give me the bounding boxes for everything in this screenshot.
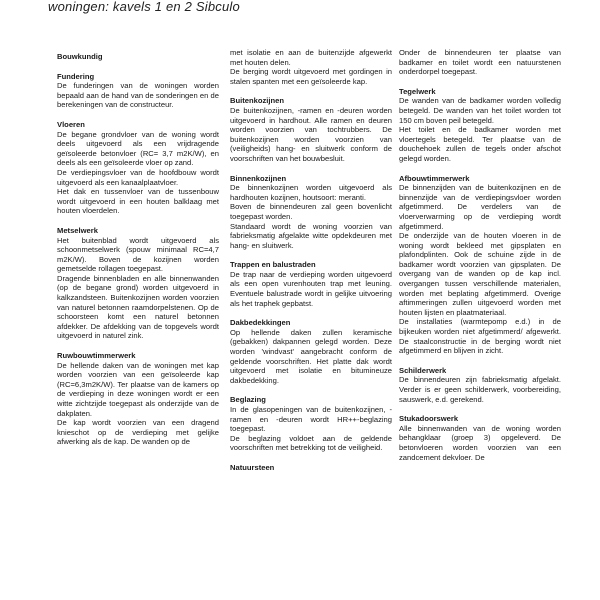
section-heading: Fundering <box>57 71 95 81</box>
section-continued <box>230 48 392 86</box>
section-heading: Metselwerk <box>57 225 98 235</box>
section-dakbedekkingen <box>230 318 392 385</box>
section-continued <box>399 48 561 77</box>
section-paragraph: De installaties (warmtepomp e.d.) in de bijkeuken worden niet afgetimmerd/ afgewerkt. De staalconstructie in de berging wordt niet afgetimmerd en blijven in zicht. <box>399 317 561 356</box>
section-paragraph: Het dak en tussenvloer van de tussenbouw wordt uitgevoerd in een houten balklaag met houten vloerdelen. <box>57 187 219 216</box>
section-paragraph: De hellende daken van de woningen met kap worden voorzien van een geïsoleerde kap (RC=6,3m2K/W). Ter plaatse van de kamers op de verdieping in deze woningen wordt er een witte zichtzijde toegepast als onderzijde van de dakplaten. <box>57 360 219 418</box>
section-paragraph: De wanden van de badkamer worden volledig betegeld. De wanden van het toilet worden tot 150 cm boven peil betegeld. <box>399 96 561 125</box>
section-heading: Beglazing <box>230 395 266 405</box>
section-heading: Buitenkozijnen <box>230 96 285 106</box>
section-paragraph: In de glasopeningen van de buitenkozijnen, -ramen en -deuren wordt HR++-beglazing toegepast. <box>230 405 392 434</box>
section-heading: Vloeren <box>57 119 85 129</box>
column-2 <box>230 48 392 483</box>
section-stukadoorswerk <box>399 414 561 462</box>
section-paragraph: De verdiepingsvloer van de hoofdbouw wordt uitgevoerd als een kanaalplaatvloer. <box>57 167 219 187</box>
section-paragraph: De begane grondvloer van de woning wordt deels uitgevoerd als een vrijdragende geïsoleerde betonvloer (RC= 3,7 m2K/W), en deels als een geïsoleerde vloer op zand. <box>57 129 219 168</box>
section-paragraph: De buitenkozijnen, -ramen en -deuren worden uitgevoerd in hardhout. Alle ramen en deuren worden voorzien van tochtrubbers. De buitenkozijnen worden voorzien van (veiligheids) hang- en sluitwerk conform de voorschriften van het bouwbesluit. <box>230 105 392 163</box>
section-paragraph: Op hellende daken zullen keramische (gebakken) dakpannen gelegd worden. Deze worden 'windvast' aangebracht conform de geldende voorschriften. Het platte dak wordt uitgevoerd met isolatie en bitumineuze dakbedekking. <box>230 327 392 385</box>
section-heading: Tegelwerk <box>399 86 436 96</box>
section-buitenkozijnen <box>230 96 392 163</box>
section-heading: Ruwbouwtimmerwerk <box>57 351 136 361</box>
document-title: woningen: kavels 1 en 2 Sibculo <box>48 0 240 14</box>
section-paragraph: De binnendeuren zijn fabrieksmatig afgelakt. Verder is er geen schilderwerk, voorbereiding, sauswerk, e.d. gerekend. <box>399 375 561 404</box>
section-paragraph: De funderingen van de woningen worden bepaald aan de hand van de sonderingen en de berekeningen van de constructeur. <box>57 81 219 110</box>
section-paragraph: De binnenzijden van de buitenkozijnen en de binnenzijde van de verdiepingsvloer worden afgetimmerd. De verdelers van de vloerverwarming op de verdieping wordt afgetimmerd. <box>399 183 561 231</box>
section-paragraph: Dragende binnenbladen en alle binnenwanden (op de begane grond) worden uitgevoerd in kalkzandsteen. Buitenkozijnen worden voorzien van naturel betonnen raamdorpelstenen. Op de schoorsteen komt een naturel betonnen afdekker. De afdekking van de topgevels wordt uitgevoerd in naturel zink. <box>57 273 219 341</box>
section-paragraph: De onderzijde van de houten vloeren in de woning wordt bekleed met gipsplaten en plafondplinten. Ook de schuine zijde in de badkamer wordt voorzien van gipsplaten. De overgang van de wanden op de kap incl. overgangen tussen verschillende materialen, worden met beplating afgetimmerd. Overige aftimmeringen zullen uitgevoerd worden met houten lijsten en plaatmateriaal. <box>399 231 561 317</box>
section-paragraph: De binnenkozijnen worden uitgevoerd als hardhouten kozijnen, houtsoort: meranti. <box>230 183 392 202</box>
section-paragraph: De beglazing voldoet aan de geldende voorschriften met betrekking tot de veiligheid. <box>230 433 392 453</box>
section-heading: Dakbedekkingen <box>230 318 291 328</box>
column-3 <box>399 48 561 472</box>
section-ruwbouwtimmerwerk <box>57 351 219 447</box>
section-vloeren <box>57 120 219 216</box>
section-paragraph: Standaard wordt de woning voorzien van fabrieksmatig afgelakte witte opdekdeuren met hang- en sluitwerk. <box>230 221 392 250</box>
section-paragraph: met isolatie en aan de buitenzijde afgewerkt met houten delen. <box>230 48 392 67</box>
section-binnenkozijnen <box>230 174 392 251</box>
section-heading: Trappen en balustraden <box>230 260 316 270</box>
section-tegelwerk <box>399 87 561 164</box>
section-paragraph: De trap naar de verdieping worden uitgevoerd als een open vurenhouten trap met leuning. Eventuele balustrade wordt in gelijke uitvoering als het traphek gepbatst. <box>230 269 392 308</box>
section-paragraph: De berging wordt uitgevoerd met gordingen in stalen spanten met een geïsoleerde kap. <box>230 67 392 86</box>
section-paragraph: De kap wordt voorzien van een dragend kniescho​t op de verdieping met gelijke afwerking als de kap. De wanden op de <box>57 418 219 447</box>
section-paragraph: Het buitenblad wordt uitgevoerd als schoonmetselwerk (spouw minimaal RC=4,7 m2K/W). Boven de kozijnen worden gemetselde rollagen toegepast. <box>57 235 219 274</box>
section-heading: Afbouwtimmerwerk <box>399 173 470 183</box>
section-paragraph: Alle binnenwanden van de woning worden behangklaar (groep 3) opgeleverd. De betonvloeren worden voorzien van een zandcement dekvloer. De <box>399 423 561 462</box>
section-afbouwtimmerwerk <box>399 174 561 356</box>
section-natuursteen <box>230 463 392 473</box>
section-heading: Stukadoorswerk <box>399 414 459 424</box>
section-metselwerk <box>57 226 219 341</box>
column-1 <box>57 52 219 457</box>
section-heading: Schilderwerk <box>399 365 447 375</box>
section-paragraph: Het toilet en de badkamer worden met vloertegels betegeld. Ter plaatse van de douchehoek zullen de tegels onder afschot gelegd worden. <box>399 125 561 163</box>
section-bouwkundig <box>57 52 219 62</box>
section-fundering <box>57 72 219 110</box>
section-heading: Bouwkundig <box>57 52 103 61</box>
section-heading: Natuursteen <box>230 462 275 472</box>
section-paragraph: Boven de binnendeuren zal geen bovenlicht toegepast worden. <box>230 202 392 221</box>
section-schilderwerk <box>399 366 561 404</box>
section-heading: Binnenkozijnen <box>230 173 287 183</box>
section-beglazing <box>230 395 392 453</box>
section-paragraph: Onder de binnendeuren ter plaatse van badkamer en toilet wordt een natuurstenen onderdorpel toegepast. <box>399 48 561 77</box>
section-trappen-en-balustraden <box>230 260 392 308</box>
